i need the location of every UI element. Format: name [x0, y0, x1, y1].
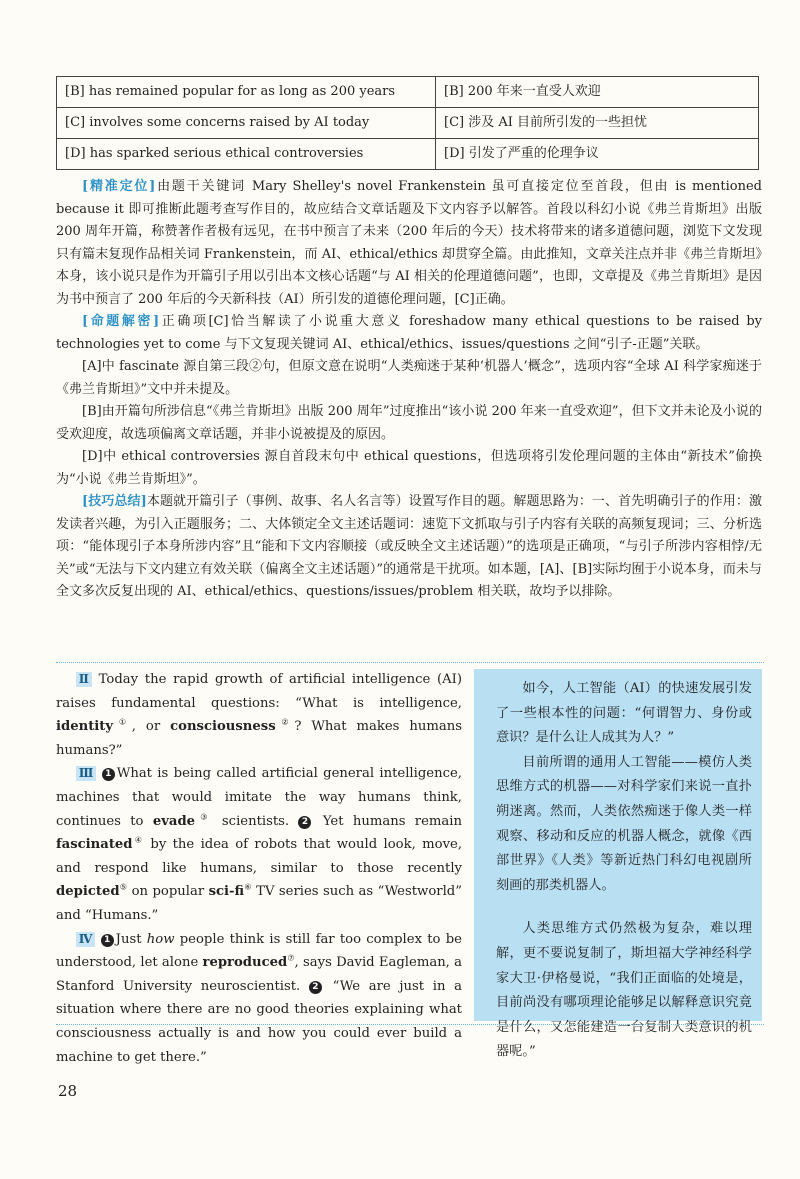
- vocab-word: sci-fi: [208, 884, 245, 900]
- paragraph-marker: Ⅳ: [76, 932, 96, 947]
- sentence-number: 1: [101, 934, 114, 947]
- option-c-chinese: [C] 涉及 AI 目前所引发的一些担忧: [436, 108, 759, 139]
- option-row-b: [57, 77, 759, 108]
- analysis-option-b: [B]由开篇句所涉信息“《弗兰肯斯坦》出版 200 周年”过度推出“该小说 200 年来一直受欢迎”，但下文并未论及小说的受欢迎度，故选项偏离文章话题，并非小说被提及的原因。: [56, 404, 762, 442]
- paragraph-marker: Ⅱ: [76, 672, 92, 687]
- option-row-d: [57, 139, 759, 170]
- option-row-c: [57, 108, 759, 139]
- vocab-word: fascinated: [56, 837, 133, 853]
- sentence-number: 1: [102, 768, 115, 781]
- analysis-locate: [精准定位]由题干关键词 Mary Shelley's novel Frankenstein 虽可直接定位至首段，但由 is mentioned because it 即可推断此题考查写作目的，故应结合文章话题及下文内容予以解答。首段以科幻小说《弗兰肯斯坦》出版 200 周年开篇，称赞著作者极有远见，在书中预言了未来（200 年后的今天）技术将带来的诸多道德问题，浏览下文发现只有篇末复现作品相关词 Frankenstein，而 AI、ethical/ethics 却贯穿全篇。由此推知，文章关注点并非《弗兰肯斯坦》本身，该小说只是作为开篇引子用以引出本文核心话题“与 AI 相关的伦理道德问题”，也即，文章提及《弗兰肯斯坦》是因为书中预言了 200 年后的今天新科技（AI）所引发的道德伦理问题，[C]正确。: [56, 179, 762, 307]
- sentence-number: 2: [309, 981, 322, 994]
- tag-decode: [命题解密]: [82, 314, 160, 329]
- translation-paragraph-2: 如今，人工智能（AI）的快速发展引发了一些根本性的问题：“何谓智力、身份或意识？是什么让人成其为人？”: [496, 681, 752, 746]
- reading-passage: [56, 668, 462, 1069]
- analysis-decode: [命题解密]正确项[C]恰当解读了小说重大意义 foreshadow many ethical questions to be raised by technologies yet to come 与下文复现关键词 AI、ethical/ethics、issues/questions 之间“引子-正题”关联。: [56, 314, 762, 352]
- translation-paragraph-3: 目前所谓的通用人工智能——模仿人类思维方式的机器——对科学家们来说一直扑朔迷离。然而，人类依然痴迷于像人类一样观察、移动和反应的机器人概念，就像《西部世界》《人类》等新近热门科幻电视剧所刻画的那类机器人。: [496, 754, 752, 893]
- tag-summary: [技巧总结]: [82, 494, 147, 509]
- paragraph-3: Ⅲ 1 What is being called artificial general intelligence, machines that would imitate the way humans think, continues to evade③ scientists. 2 Yet humans remain fascinated④ by the idea of robots that would look, move, and respond like humans, similar to those recently depicted⑤ on popular sci-fi⑥ TV series such as “Westworld” and “Humans.”: [56, 766, 463, 923]
- paragraph-marker: Ⅲ: [76, 766, 97, 781]
- analysis-summary: [技巧总结]本题就开篇引子（事例、故事、名人名言等）设置写作目的题。解题思路为：一、首先明确引子的作用：激发读者兴趣，为引入正题服务；二、大体锁定全文主述话题词：速览下文抓取与引子内容有关联的高频复现词；三、分析选项：“能体现引子本身所涉内容”且“能和下文内容顺接（或反映全文主述话题）”的选项是正确项，“与引子所涉内容相悖/无关”或“无法与下文内建立有效关联（偏离全文主述话题）”的通常是干扰项。如本题，[A]、[B]实际均囿于小说本身，而未与全文多次反复出现的 AI、ethical/ethics、questions/issues/problem 相关联，故均予以排除。: [56, 494, 762, 599]
- translation-box: [474, 669, 762, 1060]
- analysis-option-a: [A]中 fascinate 源自第三段②句，但原文意在说明“人类痴迷于某种‘机器人’概念”，选项内容“全球 AI 科学家痴迷于《弗兰肯斯坦》”文中并未提及。: [56, 359, 762, 397]
- section-divider-top: [56, 662, 764, 663]
- option-b-chinese: [B] 200 年来一直受人欢迎: [436, 77, 759, 108]
- option-c-english: [C] involves some concerns raised by AI today: [57, 108, 436, 139]
- page-number: 28: [58, 1082, 78, 1100]
- answer-analysis: [56, 176, 762, 604]
- translation-paragraph-4: 人类思维方式仍然极为复杂，难以理解，更不要说复制了，斯坦福大学神经科学家大卫·伊格曼说，“我们正面临的处境是，目前尚没有哪项理论能够足以解释意识究竟是什么，又怎能建造一台复制人类意识的机器呢。”: [496, 921, 752, 1060]
- vocab-word: evade: [152, 813, 196, 829]
- vocab-word: reproduced: [202, 955, 288, 971]
- option-b-english: [B] has remained popular for as long as 200 years: [57, 77, 436, 108]
- vocab-word: consciousness: [170, 719, 276, 735]
- option-d-english: [D] has sparked serious ethical controversies: [57, 139, 436, 170]
- vocab-word: depicted: [56, 884, 120, 900]
- analysis-option-d: [D]中 ethical controversies 源自首段末句中 ethical questions，但选项将引发伦理问题的主体由“新技术”偷换为“小说《弗兰肯斯坦》”。: [56, 449, 762, 487]
- option-d-chinese: [D] 引发了严重的伦理争议: [436, 139, 759, 170]
- sentence-number: 2: [298, 816, 311, 829]
- options-table: [56, 76, 759, 170]
- vocab-word: identity: [56, 719, 114, 735]
- paragraph-4: Ⅳ 1 Just how people think is still far too complex to be understood, let alone reproduced⑦, says David Eagleman, a Stanford University neuroscientist. 2 “We are just in a situation where there are no good theories explaining what consciousness actually is and how you could ever build a machine to get there.”: [56, 931, 462, 1065]
- section-divider-bottom: [56, 1024, 764, 1025]
- paragraph-2: Ⅱ Today the rapid growth of artificial intelligence (AI) raises fundamental questions: “What is intelligence, identity①, or consciousness②? What makes humans humans?”: [56, 672, 463, 758]
- tag-locate: [精准定位]: [82, 179, 156, 194]
